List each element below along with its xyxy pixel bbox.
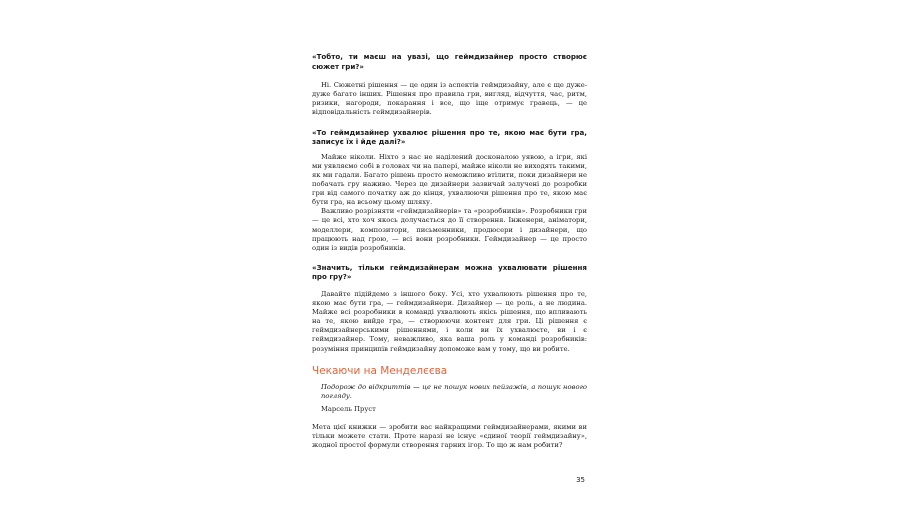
paragraph-4: Давайте підійдемо з іншого боку. Усі, хто ухвалюють рішення про те, якою має бути гра, — геймдизайнери. Дизайнер — це роль, а не людина. Майже всі розробники в команді ухвалюють якісь рішення, що впливають на те, якою вийде гра, — створюючи контент для гри. Ці рішення є геймдизайнерськими рішеннями, і коли ви їх ухвалюєте, ви і є геймдизайнер. Тому, неважливо, яка ваша роль у команді розробників: розуміння принципів геймдизайну допоможе вам у тому, що ви робите.	[312, 289, 587, 353]
book-page	[312, 50, 587, 490]
paragraph-3: Важливо розрізняти «геймдизайнерів» та «розробників». Розробники гри — це всі, хто хоч якось долучається до її створення. Інженери, аніматори, моделлери, композитори, письменники, продюсери і дизайнери, що працюють над грою, — всі вони розробники. Геймдизайнер — це просто один із видів розробників.	[312, 207, 587, 252]
question-3: «Значить, тільки геймдизайнерам можна ухвалювати рішення про гру?»	[312, 262, 587, 282]
paragraph-2: Майже ніколи. Ніхто з нас не наділений досконалою уявою, а ігри, які ми уявляємо собі в головах чи на папері, майже ніколи не виходять такими, як ми гадали. Багато рішень просто неможливо втілити, поки дизайнери не побачать гру наживо. Через це дизайнери зазвичай залучені до розробки гри від самого початку аж до кінця, ухвалюючи рішення про те, якою має бути гра, на всьому цьому шляху.	[312, 152, 587, 207]
epigraph-author: Марсель Пруст	[321, 404, 376, 413]
question-2: «То геймдизайнер ухвалює рішення про те, якою має бути гра, записує їх і йде далі?»	[312, 127, 587, 147]
section-heading: Чекаючи на Менделєєва	[312, 364, 448, 377]
paragraph-5: Мета цієї книжки — зробити вас найкращими геймдизайнерами, якими ви тільки можете стати. Проте наразі не існує «єдиної теорії геймдизайну», жодної простої формули створення гарних ігор. То що ж нам робити?	[312, 422, 587, 450]
question-1: «Тобто, ти маєш на увазі, що геймдизайнер просто створює сюжет гри?»	[312, 52, 587, 71]
epigraph: Подорож до відкриттів — це не пошук нових пейзажів, а пошук нового погляду.	[321, 382, 587, 400]
page-number: 35	[576, 476, 585, 484]
paragraph-1: Ні. Сюжетні рішення — це один із аспектів геймдизайну, але є ще дуже-дуже багато інших. Рішення про правила гри, вигляд, відчуття, час, ритм, ризики, нагороди, покарання і все, що іще отримує гравець, — це відповідальність геймдизайнерів.	[312, 81, 587, 117]
